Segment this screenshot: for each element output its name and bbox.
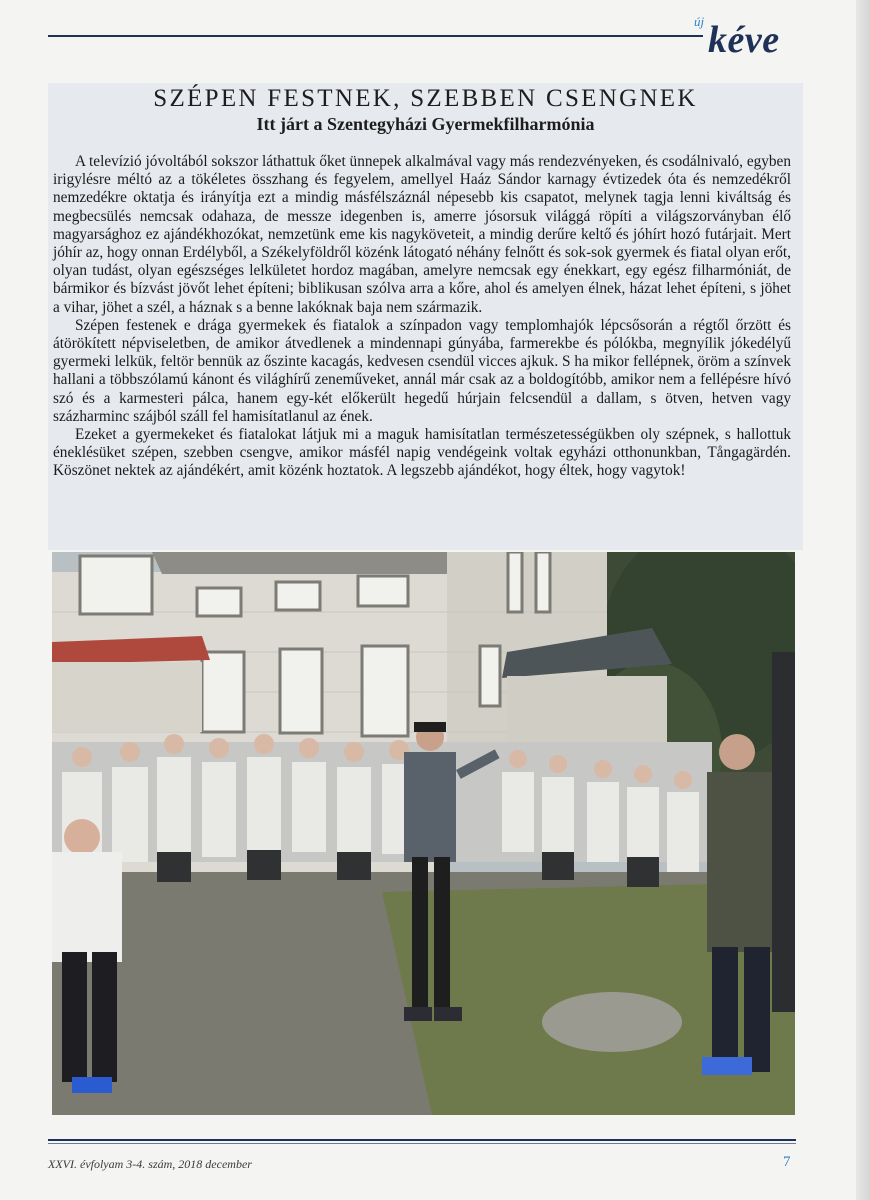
page-number: 7 xyxy=(783,1154,791,1170)
magazine-logo xyxy=(694,14,804,62)
article-paragraph: Szépen festenek e drága gyermekek és fiatalok a színpadon vagy templomhajók lépcsősorán a régtől őrzött és átörökített népviseletben, de amikor átvedlenek a mindennapi gúnyába, farmerekbe és pólókba, megnyílik jókedélyű gyermeki lelkük, feltör bennük az őszinte kacagás, kedvesen csendül vicces ajkuk. S ha mikor fellépnek, öröm a színvek hallani a többszólamú kánont és világhírű zeneműveket, annál már csak az a boldogítóbb, amikor nem a fellépésre hívó szó és a karmesteri pálca, hanem egy-két előkerült hegedű húrjain felcsendül a dallam, s ötven, hetven vagy százharminc szájból száll fel hamisítatlanul az ének. xyxy=(53,316,791,425)
logo-name: kéve xyxy=(708,19,780,61)
article-paragraph: Ezeket a gyermekeket és fiatalokat látjuk mi a maguk hamisítatlan természetességükben oly szépnek, s hallottuk éneklésüket szépen, szebben csengve, amikor másfél napig vendégeink voltak egyházi otthonunkban, Tångagärdén. Köszönet nektek az ajándékért, amit közénk hoztatok. A legszebb ajándékot, hogy éltek, hogy vagytok! xyxy=(53,426,791,480)
photo-illustration xyxy=(52,552,795,1115)
header-rule xyxy=(48,35,703,37)
choir-photo xyxy=(52,552,795,1115)
article-subtitle: Itt járt a Szentegyházi Gyermekfilharmónia xyxy=(256,114,595,134)
article-paragraph: A televízió jóvoltából sokszor láthattuk őket ünnepek alkalmával vagy más rendezvényeken, és csodálnivaló, egyben irigylésre méltó az a tökéletes összhang és fegyelem, amellyel Haáz Sándor karnagy évtizedek óta és nemzedékről nemzedékre oktatja és irányítja ezt a mindig másfélszáznál népesebb kis csapatot, melynek tagja lenni kiváltság és megbecsülés nemcsak odahaza, de messze idegenben is, amerre jósorsuk világgá röpíti a világszorványban élő magyarsághoz ez ajándékhozókat, nemzetünk eme kis nagyköveteit, a mindig derűre keltő és jóhírt hozó futárjait. Mert jóhír az, hogy onnan Erdélyből, a Székelyföldről közénk látogató néhány felnőtt és sok-sok gyermek és fiatal olyan erőt, olyan tudást, olyan egészséges lelkületet hordoz magában, amelyre nemcsak egy énekkart, egy egész filharmóniát, de bármikor és bízvást jövőt lehet építeni; biblikusan szólva arra a kőre, ahol és amelyen élnek, házat lehet építeni, s jöhet a vihar, jöhet a szél, a háznak s a benne lakóknak baja nem származik. xyxy=(53,153,791,316)
footer-rule xyxy=(48,1139,796,1144)
article-body xyxy=(53,153,791,481)
article-title: SZÉPEN FESTNEK, SZEBBEN CSENGNEK xyxy=(153,85,698,112)
page-edge-shadow xyxy=(856,0,870,1200)
article-box xyxy=(48,83,803,550)
logo-prefix: új xyxy=(694,14,705,29)
issue-info: XXVI. évfolyam 3-4. szám, 2018 december xyxy=(48,1157,252,1171)
